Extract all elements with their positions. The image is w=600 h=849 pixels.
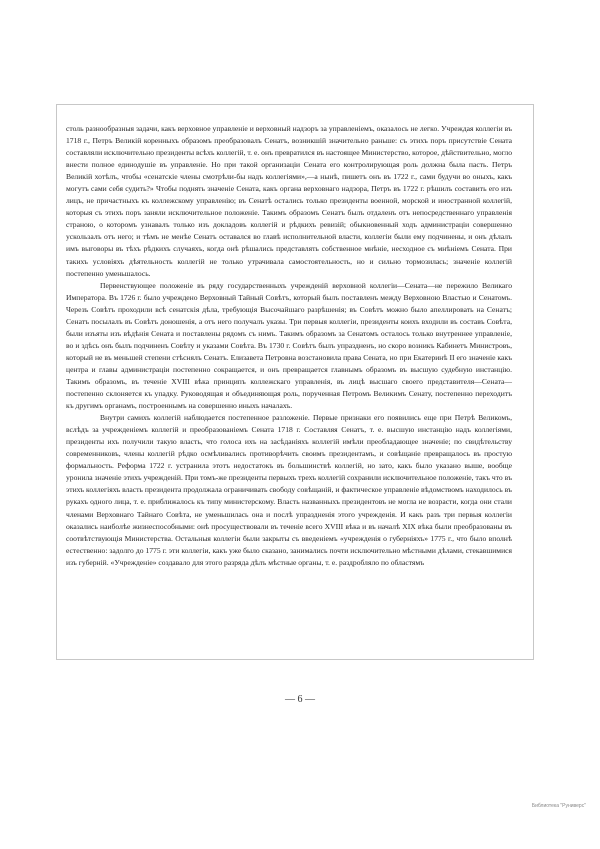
paragraph-2: Первенствующее положеніе въ ряду государственныхъ учрежденій верховной коллегіи—Сената—не пережило Великаго Императора. Въ 1726 г. было учреждено Верховный Тайный Совѣтъ, который былъ поставленъ между Верховною Властью и Сенатомъ. Черезъ Совѣтъ проходили всѣ сенатскія дѣла, требующія Высочайшаго разрѣшенія; въ Совѣтъ можно было апеллировать на Сенатъ; Сенатъ посылалъ въ Совѣтъ доношенія, а отъ него получалъ указы. Три первыя коллегіи, президенты коихъ входили въ составъ Совѣта, были изъяты изъ вѣдѣнія Сената и поставлены рядомъ съ нимъ. Такимъ образомъ за Сенатомъ осталось только внутреннее управленіе, во и здѣсь онъ былъ подчиненъ Совѣту и указами Совѣта. Въ 1730 г. Совѣтъ былъ упраздненъ, но скоро возникъ Кабинетъ Министровъ, который не въ меньшей степени стѣснялъ Сенатъ. Елизавета Петровна возстановила права Сената, но при Екатеринѣ II его значеніе какъ центра и главы администраціи постепенно сокращается, и онъ превращается главнымъ образомъ въ высшую судебную инстанцію. Такимъ образомъ, въ теченіе XVIII вѣка принципъ коллежскаго управленія, въ лицѣ высшаго своего представителя—Сената—постепенно склоняется къ упадку. Руководящая и объединяющая роль, порученная Петромъ Великимъ Сенату, постепенно переходитъ къ другимъ органамъ, построеннымъ на совершенно иныхъ началахъ. (66, 280, 512, 411)
paragraph-1: столь разнообразныя задачи, какъ верховное управленіе и верховный надзоръ за управленіемъ, оказалось не легко. Учреждая коллегіи въ 1718 г., Петръ Великій коренныхъ образомъ преобразовалъ Сенатъ, возникшій значительно раньше: съ этихъ поръ присутствіе Сената составляли исключительно президенты всѣхъ коллегій, т. е. онъ превратился въ настоящее Министерство, которое, дѣйствительно, могло внести полное единодушіе въ управленіе. Но при такой организаціи Сената его контролирующая роль должна была пасть. Петръ Великій хотѣлъ, чтобы «сенатскіе члены смотрѣли-бы надъ коллегіями»,—а нынѣ, пишетъ онъ въ 1722 г., сами будучи во оныхъ, какъ могутъ сами себя судить?» Чтобы поднять значеніе Сената, какъ органа верховнаго надзора, Петръ въ 1722 г. рѣшилъ составить его изъ лицъ, не причастныхъ къ коллежскому управленію; въ Сенатѣ остались только президенты военной, морской и иностранной коллегій, которыя съ этихъ поръ заняли исключительное положеніе. Такимъ образомъ Сенатъ былъ отдаленъ отъ непосредственнаго управленія страною, о которомъ узнавалъ только изъ докладовъ коллегій и рѣдкихъ ревизій; обыкновенный ходъ администраціи совершенно ускользалъ отъ него; и тѣмъ не менѣе Сенатъ оставался во главѣ исполнительной власти, коллегіи были ему подчинены, и онъ дѣлалъ имъ выговоры въ тѣхъ рѣдкихъ случаяхъ, когда онѣ рѣшались представлять собственное мнѣніе, несходное съ мнѣніемъ Сената. При такихъ условіяхъ дѣятельность коллегій не только утрачивала самостоятельность, но и сильно тормозилась; значеніе коллегій постепенно уменьшалось. (66, 124, 512, 278)
page-number: — 6 — (285, 694, 315, 705)
paragraph-3: Внутри самихъ коллегій наблюдается постепенное разложеніе. Первые признаки его появились еще при Петрѣ Великомъ, вслѣдъ за учрежденіемъ коллегій и преобразованіемъ Сената 1718 г. Составляя Сенатъ, т. е. высшую инстанцію надъ коллегіями, президенты ихъ получили такую власть, что голоса ихъ на засѣданіяхъ коллегій имѣли преобладающее значеніе; по свидѣтельству современниковъ, члены коллегій рѣдко осмѣливались противорѣчить своимъ президентамъ, и совѣщаніе превращалось въ простую формальность. Реформа 1722 г. устранила этотъ недостатокъ въ большинствѣ коллегій, но зато, какъ было указано выше, вообще уронила значеніе этихъ учрежденій. При томъ-же президенты первыхъ трехъ коллегій сохранили исключительное положеніе, такъ что въ этихъ коллегіяхъ власть президента продолжала ограничивать свободу совѣщаній, и фактическое управленіе вѣдомствомъ находилось въ рукахъ одного лица, т. е. приближалось къ типу министерскому. Власть названныхъ президентовъ не могла не возрасти, когда они стали членами Верховнаго Тайнаго Совѣта, не уменьшилась она и послѣ упраздненія этого учрежденія. И какъ разъ три первыя коллегіи оказались наиболѣе жизнеспособными: онѣ просуществовали въ теченіе всего XVIII вѣка и въ началѣ XIX вѣка были преобразованы въ соотвѣтствующія Министерства. Остальныя коллегіи были закрыты съ введеніемъ «учрежденія о губерніяхъ» 1775 г., что было вполнѣ естественно: задолго до 1775 г. эти коллегіи, какъ уже было сказано, занимались почти исключительно мѣстными дѣлами, стекавшимися изъ губерній. «Учрежденіе» создавало для этого разряда дѣлъ мѣстные органы, т. е. раздробляло по областямъ (66, 413, 512, 567)
library-credit: Библиотека "Руниверс" (531, 803, 586, 809)
body-text (66, 123, 512, 569)
